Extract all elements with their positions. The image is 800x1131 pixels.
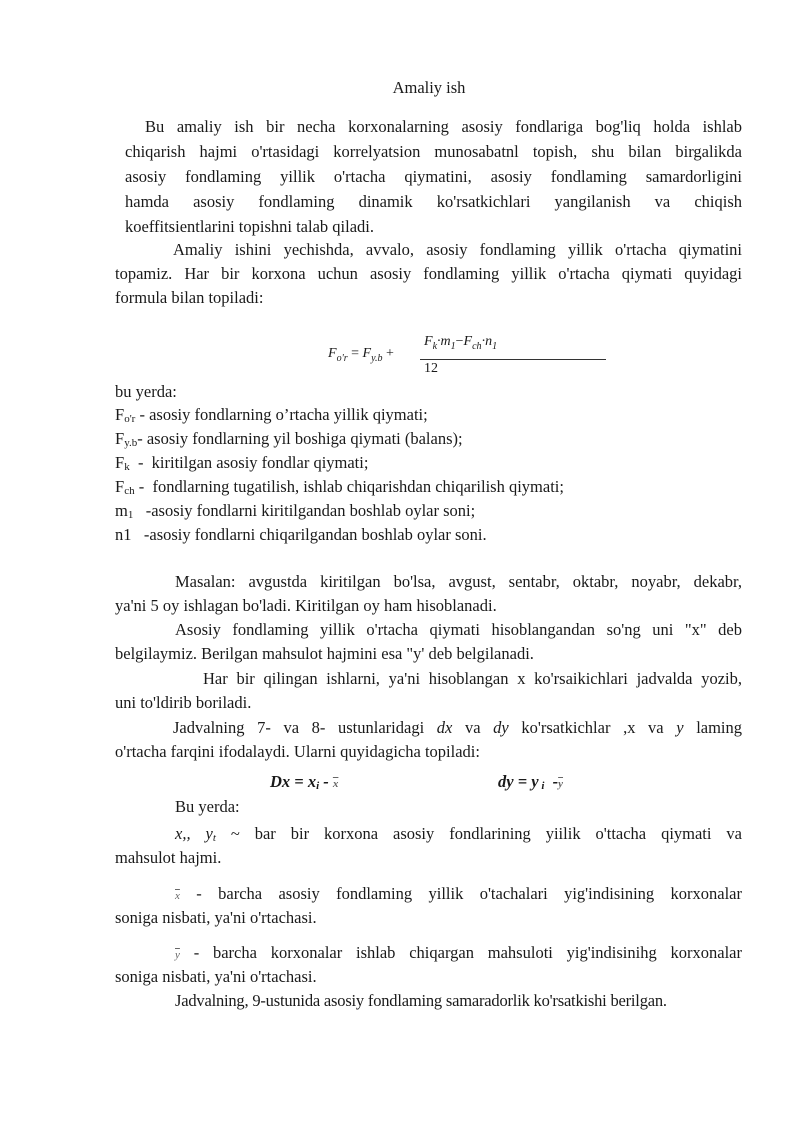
para2-line-3: formula bilan topiladi: <box>115 288 264 307</box>
formula-lhs-symbol: F <box>328 346 337 361</box>
eq-dx-minus: - <box>319 772 333 791</box>
cols-text-a: Jadvalning 7- va 8- ustunlaridagi <box>173 718 437 737</box>
def-sub: o'r <box>124 413 136 425</box>
table-para-line-1: Har bir qilingan ishlarni, ya'ni hisoblangan x ko'rsaikichlari jadvalda yozib, <box>203 669 742 688</box>
xy-def-text: ~ bar bir korxona asosiy fondlarining yiilik o'ttacha qiymati va <box>215 824 742 843</box>
cols-va: va <box>452 718 494 737</box>
ybar-def-line-1 <box>175 941 742 967</box>
num-1a: 1 <box>450 340 456 352</box>
formula-equals: = <box>351 346 359 361</box>
num-ch: ch <box>472 340 482 352</box>
intro-line-3: asosiy fondlaming yillik o'rtacha qiymatini, asosiy fondlaming samardorligini <box>125 167 742 186</box>
cols-dy: dy <box>493 718 509 737</box>
y-bar-symbol: $\overline{y}$ <box>175 949 180 961</box>
eq-dy-sub: i <box>538 780 545 792</box>
eq-dx-sub: i <box>316 780 320 792</box>
eq-dx-lhs: Dx = x <box>270 772 317 791</box>
cols-para-line-1 <box>173 716 742 740</box>
xy-symbols: x,, y <box>175 824 213 843</box>
def-sub: y.b <box>124 437 138 449</box>
def-symbol: F <box>115 477 125 496</box>
def-sub: 1 <box>127 509 134 521</box>
def-text: - asosiy fondlarning yil boshiga qiymati (balans); <box>137 429 463 448</box>
xbar-def-line-1 <box>175 882 742 908</box>
def-symbol: F <box>115 429 125 448</box>
num-m: ·m <box>437 334 451 349</box>
para2-line-1: Amaliy ishini yechishda, avvalo, asosiy fondlaming yillik o'rtacha qiymatini <box>173 240 742 259</box>
intro-line-2: chiqarish hajmi o'rtasidagi korrelyatsion munosabatnl topish, shu bilan birgalikda <box>125 142 742 161</box>
formula-rhs-symbol: F <box>362 346 372 361</box>
num-n: ·n <box>481 334 493 349</box>
example-line-1: Masalan: avgustda kiritilgan bo'lsa, avgust, sentabr, oktabr, noyabr, dekabr, <box>175 572 742 591</box>
def-text: - kiritilgan asosiy fondlar qiymati; <box>129 453 369 472</box>
cols-dx: dx <box>436 718 453 737</box>
example-line-2: ya'ni 5 oy ishlagan bo'ladi. Kiritilgan oy ham hisoblanadi. <box>115 596 497 615</box>
formula-numerator <box>424 334 497 352</box>
xy-sub: t <box>212 832 216 844</box>
xbar-def-text: - barcha asosiy fondlaming yillik o'tachalari yig'indisining korxonalar <box>179 884 742 903</box>
table-para-line-2: uni to'ldirib boriladi. <box>115 693 252 712</box>
bu-yerda-label: Bu yerda: <box>175 797 240 816</box>
def-text: - asosiy fondlarning o’rtacha yillik qiymati; <box>135 405 428 424</box>
y-bar-symbol: $\overline{y}$ <box>558 778 564 790</box>
formula-lhs-sub: o'r <box>336 352 348 364</box>
mean-para-line-2: belgilaymiz. Berilgan mahsulot hajmini esa "y' deb belgilanadi. <box>115 644 534 663</box>
def-sub: k <box>124 461 130 473</box>
formula-denominator: 12 <box>424 361 438 376</box>
def-symbol: n1 <box>115 525 132 544</box>
num-f2: F <box>463 334 473 349</box>
cols-para-line-2: o'rtacha farqini ifodalaydi. Ularni quyidagicha topiladi: <box>115 742 480 761</box>
num-f: F <box>424 334 433 349</box>
ybar-def-line-2: soniga nisbati, ya'ni o'rtachasi. <box>115 967 317 986</box>
eq-dy-minus: - <box>544 772 559 791</box>
def-sub: ch <box>124 485 135 497</box>
page-title: Amaliy ish <box>392 78 466 97</box>
equation-dy <box>498 770 563 798</box>
def-text: -asosiy fondlarni kiritilgandan boshlab oylar soni; <box>133 501 476 520</box>
intro-line-4: hamda asosiy fondlaming dinamik ko'rsatkichlari yangilanish va chiqish <box>125 192 742 211</box>
def-symbol: m <box>115 501 128 520</box>
def-symbol: F <box>115 453 125 472</box>
cols-text-b: ko'rsatkichlar ,x va <box>508 718 677 737</box>
definition-item <box>115 523 487 547</box>
ybar-def-text: - barcha korxonalar ishlab chiqargan mahsuloti yig'indisinihg korxonalar <box>179 943 742 962</box>
def-symbol: F <box>115 405 125 424</box>
num-k: k <box>432 340 438 352</box>
formula-rhs-sub: y.b <box>371 352 383 364</box>
where-label: bu yerda: <box>115 382 177 401</box>
x-bar-symbol: $\overline{x}$ <box>332 778 339 790</box>
para2-line-2: topamiz. Har bir korxona uchun asosiy fondlaming yillik o'rtacha qiymati quyidagi <box>115 264 742 283</box>
eq-dy-lhs: dy = y <box>498 772 539 791</box>
fraction-bar <box>420 359 606 360</box>
xbar-def-line-2: soniga nisbati, ya'ni o'rtachasi. <box>115 908 317 927</box>
cols-y: y <box>676 718 684 737</box>
xy-def-line-1 <box>175 822 742 850</box>
equation-dx <box>270 770 338 798</box>
num-1b: 1 <box>492 340 498 352</box>
intro-line-5: koeffitsientlarini topishni talab qiladi. <box>125 217 374 236</box>
formula-plus: + <box>385 346 394 361</box>
cols-text-c: laming <box>683 718 743 737</box>
def-text: - fondlarning tugatilish, ishlab chiqarishdan chiqarilish qiymati; <box>134 477 564 496</box>
intro-line-1: Bu amaliy ish bir necha korxonalarning asosiy fondlariga bog'liq holda ishlab <box>145 117 742 136</box>
num-minus: − <box>455 334 464 349</box>
xy-def-line-2: mahsulot hajmi. <box>115 848 222 867</box>
x-bar-symbol: $\overline{x}$ <box>175 890 180 902</box>
def-text: -asosiy fondlarni chiqarilgandan boshlab oylar soni. <box>131 525 487 544</box>
mean-para-line-1: Asosiy fondlaming yillik o'rtacha qiymati hisoblangandan so'ng uni "x" deb <box>175 620 742 639</box>
last-line: Jadvalning, 9-ustunida asosiy fondlaming samaradorlik ko'rsatkishi berilgan. <box>175 991 667 1010</box>
